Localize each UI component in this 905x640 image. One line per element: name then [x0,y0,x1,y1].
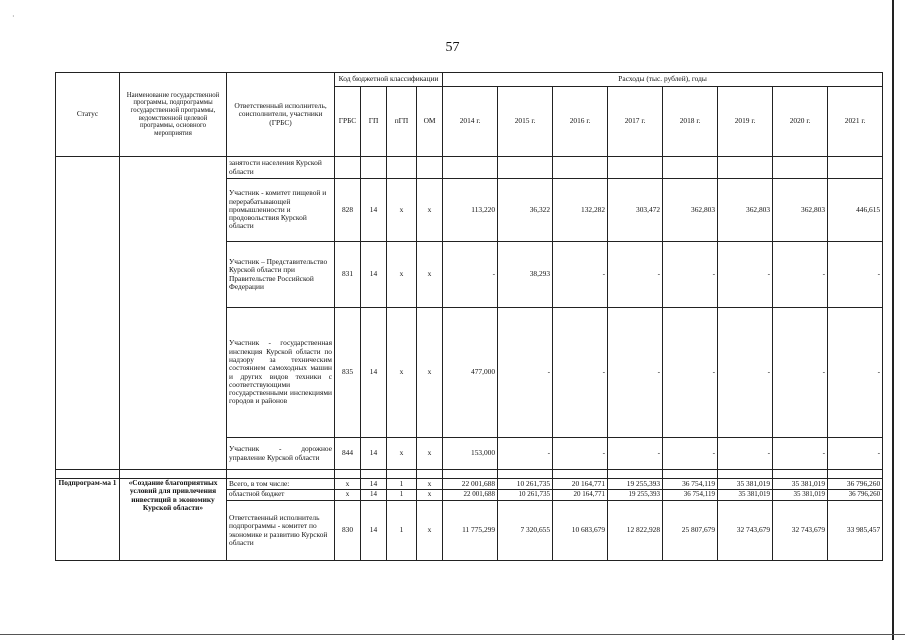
value-cell: - [718,438,773,470]
header-year: 2021 г. [828,87,883,157]
header-om: ОМ [417,87,443,157]
value-cell: 10 683,679 [553,501,608,561]
status-cell-empty [56,157,120,470]
value-cell: - [608,308,663,438]
value-cell: 38,293 [498,242,553,308]
value-cell [718,157,773,179]
scan-border-bottom [0,634,905,635]
value-cell: 35 381,019 [718,479,773,490]
value-cell: 36 796,260 [828,490,883,501]
value-cell [773,157,828,179]
executor-cell: Участник - государственная инспекция Курской области по надзору за техническим состоянием самоходных машин и других видов техники с соответствующими государственными инспекциями городов и районов [227,308,335,438]
executor-cell: областной бюджет [227,490,335,501]
gp-cell: 14 [361,479,387,490]
value-cell: 19 255,393 [608,479,663,490]
name-cell-empty [120,157,227,470]
value-cell: 113,220 [443,179,498,242]
gp-cell: 14 [361,242,387,308]
value-cell [553,157,608,179]
grbs-cell: х [335,479,361,490]
grbs-cell: х [335,490,361,501]
header-gp: ГП [361,87,387,157]
om-cell [417,157,443,179]
value-cell: - [718,308,773,438]
value-cell: 7 320,655 [498,501,553,561]
value-cell: - [553,308,608,438]
scan-mark: · [12,12,15,21]
gp-cell: 14 [361,438,387,470]
pgp-cell: х [387,179,417,242]
header-year: 2016 г. [553,87,608,157]
value-cell: 25 807,679 [663,501,718,561]
executor-cell: занятости населения Курской области [227,157,335,179]
pgp-cell [387,157,417,179]
gp-cell [361,157,387,179]
header-year: 2020 г. [773,87,828,157]
grbs-cell [335,157,361,179]
value-cell: 132,282 [553,179,608,242]
header-year: 2017 г. [608,87,663,157]
value-cell: 446,615 [828,179,883,242]
value-cell: - [828,438,883,470]
header-name: Наименование государственной программы, подпрограммы государственной программы, ведомственной целевой программы, основного мероприятия [120,73,227,157]
value-cell: 11 775,299 [443,501,498,561]
value-cell: 362,803 [773,179,828,242]
value-cell: 35 381,019 [773,479,828,490]
value-cell: - [498,308,553,438]
om-cell: х [417,490,443,501]
value-cell [498,157,553,179]
executor-cell: Всего, в том числе: [227,479,335,490]
header-year: 2015 г. [498,87,553,157]
scan-border-right [892,0,894,640]
value-cell: - [773,242,828,308]
value-cell: - [608,438,663,470]
header-budget-code: Код бюджетной классификации [335,73,443,87]
gp-cell: 14 [361,308,387,438]
value-cell: 35 381,019 [773,490,828,501]
gp-cell: 14 [361,501,387,561]
value-cell: 362,803 [718,179,773,242]
value-cell: 12 822,928 [608,501,663,561]
value-cell: - [663,308,718,438]
value-cell: - [553,438,608,470]
gp-cell: 14 [361,179,387,242]
value-cell: - [663,438,718,470]
value-cell: 35 381,019 [718,490,773,501]
om-cell: х [417,308,443,438]
value-cell: 362,803 [663,179,718,242]
value-cell: - [663,242,718,308]
value-cell: 32 743,679 [718,501,773,561]
value-cell: - [443,242,498,308]
pgp-cell: х [387,308,417,438]
subprogram-name: «Создание благоприятных условий для привлечения инвестиций в экономику Курской области» [120,479,227,561]
executor-cell: Участник - комитет пищевой и перерабатывающей промышленности и продовольствия Курской области [227,179,335,242]
header-pgp: пГП [387,87,417,157]
value-cell: 303,472 [608,179,663,242]
grbs-cell: 831 [335,242,361,308]
value-cell: - [773,438,828,470]
value-cell [663,157,718,179]
value-cell: 20 164,771 [553,479,608,490]
header-status: Статус [56,73,120,157]
value-cell [608,157,663,179]
pgp-cell: 1 [387,490,417,501]
value-cell: 22 001,688 [443,490,498,501]
value-cell: - [718,242,773,308]
value-cell: 32 743,679 [773,501,828,561]
pgp-cell: х [387,242,417,308]
executor-cell: Ответственный исполнитель подпрограммы - комитет по экономике и развитию Курской области [227,501,335,561]
page-number: 57 [445,40,460,55]
value-cell: 19 255,393 [608,490,663,501]
executor-cell: Участник - дорожное управление Курской области [227,438,335,470]
value-cell: - [828,242,883,308]
value-cell: 10 261,735 [498,490,553,501]
header-year: 2018 г. [663,87,718,157]
value-cell: - [773,308,828,438]
value-cell: - [828,308,883,438]
grbs-cell: 835 [335,308,361,438]
pgp-cell: 1 [387,501,417,561]
gp-cell: 14 [361,490,387,501]
value-cell: 153,000 [443,438,498,470]
header-year: 2014 г. [443,87,498,157]
pgp-cell: 1 [387,479,417,490]
value-cell: 36 754,119 [663,479,718,490]
grbs-cell: 830 [335,501,361,561]
value-cell: - [498,438,553,470]
subprogram-total-row [56,479,883,490]
header-grbs: ГРБС [335,87,361,157]
header-expenses: Расходы (тыс. рублей), годы [443,73,883,87]
header-executor: Ответственный исполнитель, соисполнители, участники (ГРБС) [227,73,335,157]
value-cell: 33 985,457 [828,501,883,561]
executor-cell: Участник – Представительство Курской области при Правительстве Российской Федерации [227,242,335,308]
om-cell: х [417,179,443,242]
om-cell: х [417,479,443,490]
budget-table [55,72,883,561]
om-cell: х [417,501,443,561]
value-cell: 477,000 [443,308,498,438]
om-cell: х [417,438,443,470]
value-cell [828,157,883,179]
value-cell: 36,322 [498,179,553,242]
header-row-1 [56,73,883,87]
value-cell: 36 796,260 [828,479,883,490]
spacer-row [56,470,883,479]
value-cell: - [608,242,663,308]
value-cell: 10 261,735 [498,479,553,490]
value-cell: 22 001,688 [443,479,498,490]
table-row [56,157,883,179]
header-year: 2019 г. [718,87,773,157]
subprogram-status: Подпрограм-ма 1 [56,479,120,561]
grbs-cell: 844 [335,438,361,470]
om-cell: х [417,242,443,308]
grbs-cell: 828 [335,179,361,242]
value-cell: - [553,242,608,308]
value-cell: 36 754,119 [663,490,718,501]
value-cell [443,157,498,179]
value-cell: 20 164,771 [553,490,608,501]
pgp-cell: х [387,438,417,470]
